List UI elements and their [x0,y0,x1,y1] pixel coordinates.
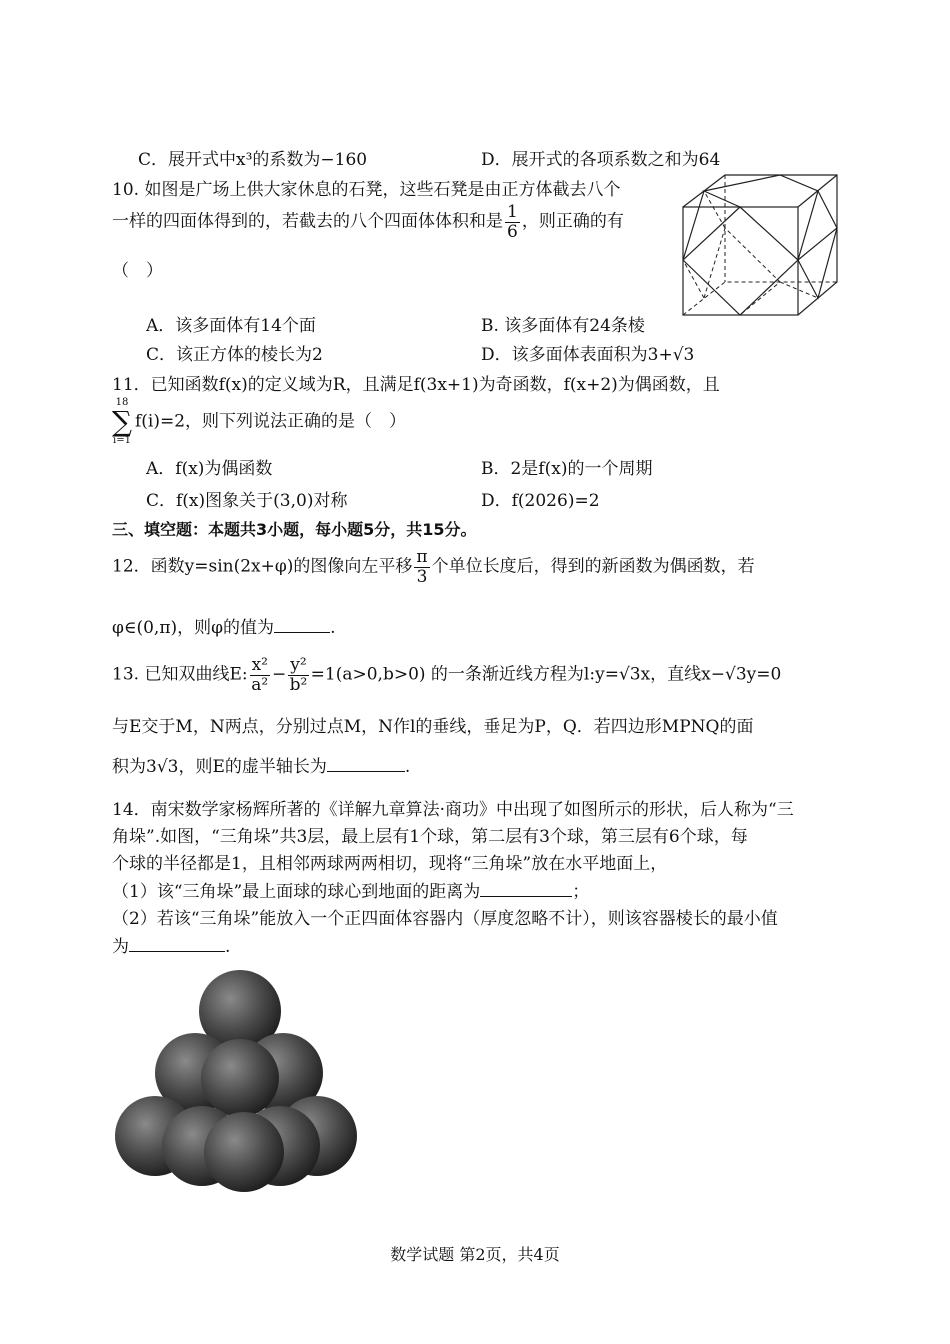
sphere-stack-figure [110,968,362,1196]
q11-option-d: D．f(2026)=2 [481,491,600,511]
q12-line2 [112,613,335,638]
q14-sub1 [112,877,589,902]
q14-sub3-end: . [225,937,231,957]
sphere-middle-front [201,1039,279,1117]
q12-line2-end: . [330,618,336,638]
truncated-cube-figure [680,170,840,320]
q10-line1: 10. 如图是广场上供大家休息的石凳，这些石凳是由正方体截去八个 [112,180,621,200]
q11-line2-text: f(i)=2，则下列说法正确的是（ ） [135,411,407,432]
q12-line1-b: 个单位长度后，得到的新函数为偶函数，若 [431,556,755,577]
q11-option-b: B．2是f(x)的一个周期 [481,459,653,479]
q12-answer-blank[interactable] [274,618,330,633]
q13-f2-num: y² [290,655,307,675]
q11-sum-top: 18 [115,397,129,408]
q11-sum-bottom: i=1 [113,435,131,446]
q13-f1-den: a² [251,674,269,695]
q10-line2-b: ，则正确的有 [521,211,624,232]
section-3-heading: 三、填空题：本题共3小题，每小题5分，共15分。 [112,520,477,539]
q10-frac-den: 6 [507,221,518,242]
q14-sub1-end: ； [572,882,590,902]
q10-answer-paren: （ ） [112,261,163,281]
q13-line1-b: =1(a>0,b>0) 的一条渐近线方程为l:y=√3x，直线x−√3y=0 [310,664,782,685]
q13-f1-num: x² [251,655,268,675]
page-footer: 数学试题 第2页，共4页 [390,1245,560,1264]
q14-sub3-text: 为 [112,937,129,957]
q10-frac-num: 1 [507,202,518,222]
q14-sub2: （2）若该“三角垛”能放入一个正四面体容器内（厚度忽略不计），则该容器棱长的最小值 [112,909,778,929]
sphere-bottom-front [204,1112,284,1192]
q14-line2: 角垛”.如图，“三角垛”共3层，最上层有1个球，第二层有3个球，第三层有6个球，每 [112,827,748,847]
q11-sum-sign: 18 ∑ i=1 [112,397,132,446]
q13-fraction-y [288,656,308,694]
q14-line1: 14．南宋数学家杨辉所著的《详解九章算法·商功》中出现了如图所示的形状，后人称为“三 [112,800,794,820]
q13-line1 [112,656,781,694]
q12-line1-a: 12．函数y=sin(2x+φ)的图像向左平移 [112,556,413,577]
q11-line2 [112,398,406,446]
q14-sub1-blank[interactable] [480,882,572,897]
q12-fraction [414,548,429,586]
q13-line3-text: 积为3√3，则E的虚半轴长为 [112,757,327,777]
q11-option-c: C．f(x)图象关于(3,0)对称 [146,491,348,511]
q14-sub1-text: （1）该“三角垛”最上面球的球心到地面的距离为 [112,882,481,902]
q13-answer-blank[interactable] [327,757,405,772]
q10-option-c: C．该正方体的棱长为2 [146,345,323,365]
q13-line3 [112,752,410,777]
q13-line1-a: 13. 已知双曲线E: [112,664,248,685]
q12-frac-num: π [416,547,428,567]
q12-frac-den: 3 [416,566,428,587]
q10-line2-a: 一样的四面体得到的，若截去的八个四面体体积和是 [112,211,503,232]
q14-line3: 个球的半径都是1，且相邻两球两两相切，现将“三角垛”放在水平地面上， [112,854,668,874]
q14-sub3-blank[interactable] [129,937,225,952]
q13-line2: 与E交于M，N两点，分别过点M，N作l的垂线，垂足为P，Q．若四边形MPNQ的面 [112,717,754,737]
q12-line2-text: φ∈(0,π)，则φ的值为 [112,618,275,638]
q14-sub3 [112,932,230,957]
q9-option-d: D．展开式的各项系数之和为64 [481,150,721,170]
q11-line1: 11．已知函数f(x)的定义域为R，且满足f(3x+1)为奇函数，f(x+2)为偶函数，且 [112,375,720,395]
q13-minus: − [271,664,287,685]
q13-fraction-x [250,656,270,694]
q10-option-a: A．该多面体有14个面 [146,316,316,336]
q13-line3-end: . [404,757,411,777]
q10-option-b: B. 该多面体有24条棱 [481,316,645,336]
q12-line1 [112,548,755,586]
q10-fraction [505,203,520,241]
q11-option-a: A．f(x)为偶函数 [146,459,273,479]
q13-f2-den: b² [289,674,308,695]
q10-option-d: D．该多面体表面积为3+√3 [481,345,695,365]
q9-option-c: C．展开式中x³的系数为−160 [138,150,368,170]
q10-line2 [112,203,624,241]
